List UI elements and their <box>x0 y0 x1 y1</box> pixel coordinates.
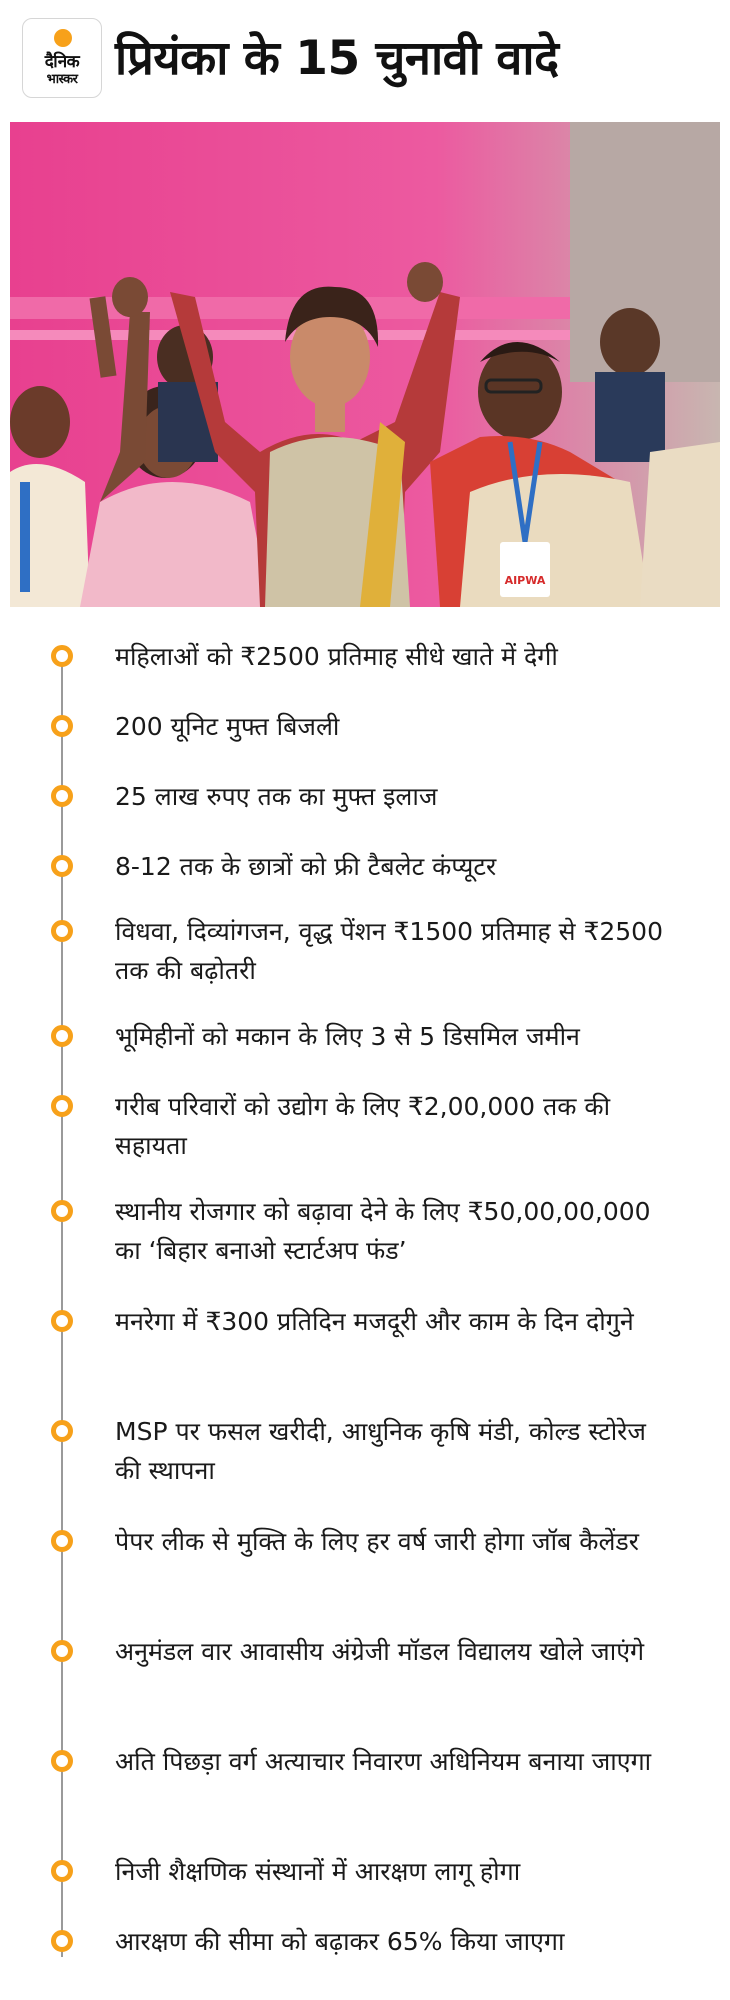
promise-list <box>0 607 730 2000</box>
promise-text: 25 लाख रुपए तक का मुफ्त इलाज <box>115 782 438 811</box>
promise-text: निजी शैक्षणिक संस्थानों में आरक्षण लागू होगा <box>115 1857 521 1886</box>
badge-text: AIPWA <box>504 574 546 587</box>
promise-text: महिलाओं को ₹2500 प्रतिमाह सीधे खाते में देगी <box>115 642 558 671</box>
bullet-dot-icon <box>51 1750 73 1772</box>
promise-text: 200 यूनिट मुफ्त बिजली <box>115 712 340 741</box>
sun-icon <box>54 29 72 47</box>
bullet-dot-icon <box>51 1860 73 1882</box>
promise-text: स्थानीय रोजगार को बढ़ावा देने के लिए ₹50,00,00,000 का ‘बिहार बनाओ स्टार्टअप फंड’ <box>115 1197 651 1265</box>
promise-text: विधवा, दिव्यांगजन, वृद्ध पेंशन ₹1500 प्रतिमाह से ₹2500 तक की बढ़ोतरी <box>115 917 663 985</box>
bullet-dot-icon <box>51 1530 73 1552</box>
bullet-dot-icon <box>51 1930 73 1952</box>
page-title: प्रियंका के 15 चुनावी वादे <box>115 31 559 86</box>
bullet-dot-icon <box>51 855 73 877</box>
bullet-dot-icon <box>51 1310 73 1332</box>
logo-line-2: भास्कर <box>46 72 78 87</box>
promise-text: MSP पर फसल खरीदी, आधुनिक कृषि मंडी, कोल्ड स्टोरेज की स्थापना <box>115 1417 646 1485</box>
header <box>0 0 730 118</box>
rally-photo-illustration <box>10 122 720 607</box>
promise-text: आरक्षण की सीमा को बढ़ाकर 65% किया जाएगा <box>115 1927 565 1956</box>
bullet-dot-icon <box>51 1420 73 1442</box>
bullet-dot-icon <box>51 1095 73 1117</box>
promise-text: 8-12 तक के छात्रों को फ्री टैबलेट कंप्यूटर <box>115 852 497 881</box>
promise-text: मनरेगा में ₹300 प्रतिदिन मजदूरी और काम के दिन दोगुने <box>115 1307 634 1336</box>
bullet-dot-icon <box>51 920 73 942</box>
bullet-dot-icon <box>51 785 73 807</box>
dainik-bhaskar-logo <box>22 18 102 98</box>
promise-text: गरीब परिवारों को उद्योग के लिए ₹2,00,000 तक की सहायता <box>115 1092 611 1160</box>
logo-line-1: दैनिक <box>44 52 80 72</box>
bullet-dot-icon <box>51 1200 73 1222</box>
bullet-dot-icon <box>51 645 73 667</box>
bullet-dot-icon <box>51 1025 73 1047</box>
rally-photo <box>10 122 720 607</box>
promise-text: भूमिहीनों को मकान के लिए 3 से 5 डिसमिल जमीन <box>115 1022 580 1051</box>
bullet-dot-icon <box>51 1640 73 1662</box>
promise-text: पेपर लीक से मुक्ति के लिए हर वर्ष जारी होगा जॉब कैलेंडर <box>115 1527 640 1556</box>
promise-text: अति पिछड़ा वर्ग अत्याचार निवारण अधिनियम बनाया जाएगा <box>115 1747 652 1776</box>
promise-text: अनुमंडल वार आवासीय अंग्रेजी मॉडल विद्यालय खोले जाएंगे <box>115 1637 645 1666</box>
bullet-dot-icon <box>51 715 73 737</box>
